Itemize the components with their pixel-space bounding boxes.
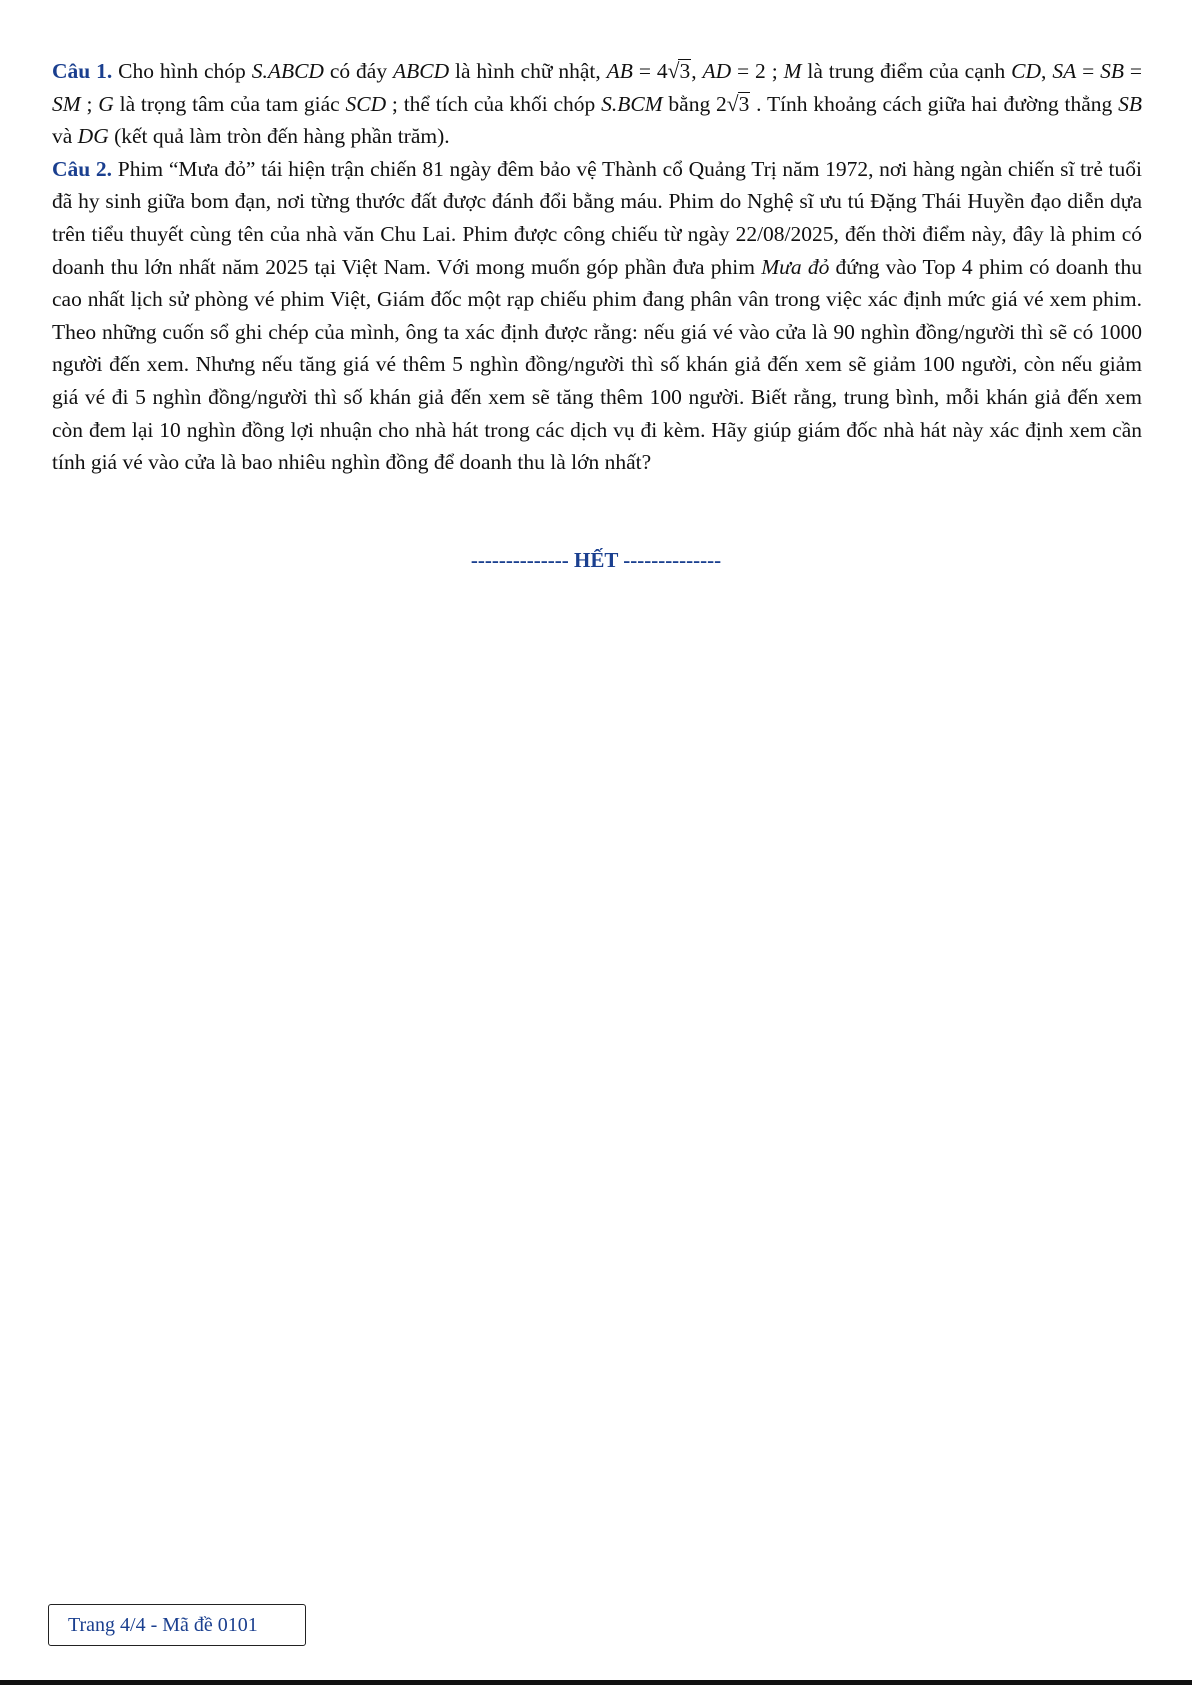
question-1	[52, 55, 1142, 153]
page-footer: Trang 4/4 - Mã đề 0101	[48, 1604, 306, 1646]
q1-math-2: ABCD	[392, 59, 450, 83]
q1-text-2: có đáy	[323, 59, 393, 83]
q1-math-1: S.ABCD	[251, 59, 324, 83]
q1-text-9: =	[1076, 59, 1101, 83]
q1-text-7: là trung điểm của cạnh	[801, 59, 1012, 83]
q2-text-1: Phim “Mưa đỏ” tái hiện trận chiến 81 ngày đêm bảo vệ Thành cổ Quảng Trị năm 1972, nơi hàng ngàn chiến sĩ trẻ tuổi đã hy sinh giữa bom đạn, nơi từng thước đất được đánh đổi bằng máu. Phim do Nghệ sĩ ưu tú Đặng Thái Huyền đạo diễn dựa trên tiểu thuyết cùng tên của nhà văn Chu Lai. Phim được công chiếu từ ngày 22/08/2025, đến thời điểm này, đây là phim có doanh thu lớn nhất năm 2025 tại Việt Nam. Với mong muốn góp phần đưa phim	[52, 156, 1142, 279]
q1-math-14: DG	[77, 124, 109, 149]
q1-text-6: = 2 ;	[731, 59, 784, 83]
q1-text-16: và	[52, 124, 78, 149]
q1-radicand-1: 3	[679, 59, 691, 83]
q1-text-13: ; thể tích của khối chóp	[386, 91, 602, 116]
q1-math-9: SM	[52, 91, 81, 116]
q1-text-15: . Tính khoảng cách giữa hai đường thẳng	[750, 91, 1119, 116]
q1-math-6: CD	[1011, 59, 1042, 83]
sqrt-sign: √	[726, 91, 739, 116]
q1-text-5: ,	[691, 59, 703, 83]
q1-text-1: Cho hình chóp	[112, 59, 252, 83]
q1-math-11: SCD	[345, 91, 387, 116]
q1-text-14: bằng 2	[662, 91, 727, 116]
q1-math-5: M	[783, 59, 802, 83]
sqrt-sign: √	[667, 59, 680, 83]
question-2	[52, 153, 1142, 479]
q2-text-2: đứng vào Top 4 phim có doanh thu cao nhất lịch sử phòng vé phim Việt, Giám đốc một rạp chiếu phim đang phân vân trong việc xác định mức giá vé xem phim. Theo những cuốn sổ ghi chép của mình, ông ta xác định được rằng: nếu giá vé vào cửa là 90 nghìn đồng/người thì sẽ có 1000 người đến xem. Nhưng nếu tăng giá vé thêm 5 nghìn đồng/người thì số khán giả đến xem sẽ giảm 100 người, còn nếu giảm giá vé đi 5 nghìn đồng/người thì số khán giả đến xem sẽ tăng thêm 100 người. Biết rằng, trung bình, mỗi khán giả đến xem còn đem lại 10 nghìn đồng lợi nhuận cho nhà hát trong các dịch vụ đi kèm. Hãy giúp giám đốc nhà hát này xác định xem cần tính giá vé vào cửa là bao nhiêu nghìn đồng để doanh thu là lớn nhất?	[52, 254, 1143, 475]
exam-content	[52, 55, 1142, 479]
bottom-divider	[0, 1680, 1192, 1685]
q1-text-17: (kết quả làm tròn đến hàng phần trăm).	[108, 124, 450, 149]
q1-text-4: = 4	[632, 59, 668, 83]
q1-math-7: SA	[1052, 59, 1077, 83]
q1-math-8: SB	[1100, 59, 1125, 83]
q1-text-8: ,	[1041, 59, 1053, 83]
question-2-label: Câu 2.	[52, 156, 113, 181]
q1-math-4: AD	[702, 59, 732, 83]
q1-text-10: =	[1124, 59, 1143, 83]
q1-text-12: là trọng tâm của tam giác	[113, 91, 346, 116]
question-1-label: Câu 1.	[52, 59, 113, 83]
q1-text-3: là hình chữ nhật,	[449, 59, 607, 83]
q1-math-12: S.BCM	[601, 91, 663, 116]
q1-text-11: ;	[80, 91, 99, 116]
end-marker: -------------- HẾT --------------	[470, 548, 722, 572]
q2-film-title: Mưa đỏ	[761, 254, 830, 279]
q1-math-13: SB	[1118, 91, 1142, 116]
q1-math-3: AB	[606, 59, 633, 83]
q1-radicand-2: 3	[738, 91, 750, 116]
q1-math-10: G	[98, 91, 114, 116]
